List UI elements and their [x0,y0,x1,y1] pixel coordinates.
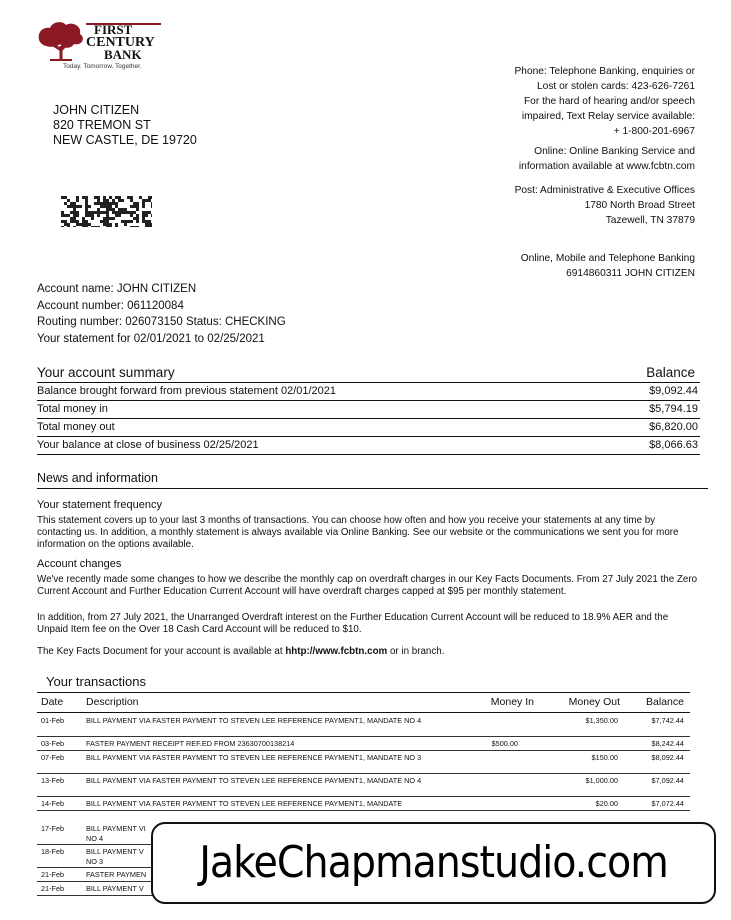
key-facts-post: or in branch. [387,646,445,657]
news-rule [37,488,708,489]
account-number: Account number: 061120084 [37,299,184,312]
contact-line: 6914860311 JOHN CITIZEN [566,268,695,279]
contact-line: 1780 North Broad Street [584,200,695,211]
postal-barcode [61,196,152,227]
contact-phone [515,64,696,139]
statement-frequency-heading: Your statement frequency [37,499,162,511]
tx-balance: $7,092.44 [651,776,684,785]
statement-frequency-text: This statement covers up to your last 3 months of transactions. You can choose how often and how you receive your statements at any time by contacting us. In addition, a monthly statement is always available via Online Banking. See our website or the communications we sent you for more information on the options available. [37,515,679,550]
tx-date: 01-Feb [41,716,65,725]
account-changes-text: We've recently made some changes to how we describe the monthly cap on overdraft charges in our Key Facts Documents. From 27 July 2021 the Zero Current Account and Further Education Current Account will have overdraft charges capped at $95 per monthly statement. [37,574,698,597]
bank-name-line2: CENTURY [86,35,155,50]
summary-value: $6,820.00 [649,421,698,433]
tx-description: BILL PAYMENT VIA FASTER PAYMENT TO STEVEN LEE REFERENCE PAYMENT1, MANDATE NO 4 [86,776,422,785]
tx-date: 03-Feb [41,739,65,748]
account-name: Account name: JOHN CITIZEN [37,283,197,295]
tx-description: BILL PAYMENT VIA FASTER PAYMENT TO STEVEN LEE REFERENCE PAYMENT1, MANDATE [86,799,403,808]
tx-money-in: $500.00 [491,739,518,748]
statement-period: Your statement for 02/01/2021 to 02/25/2021 [37,332,265,345]
watermark-banner: JakeChapmanstudio.com [151,822,716,904]
tx-date: 21-Feb [41,884,65,893]
key-facts-pre: The Key Facts Document for your account is available at [37,646,286,657]
bank-tagline: Today. Tomorrow. Together. [63,63,142,70]
table-top-rule [37,692,690,693]
tx-description-line: BILL PAYMENT V [86,847,144,856]
tx-date: 07-Feb [41,753,65,762]
summary-balance-header: Balance [646,365,695,380]
tx-description: BILL PAYMENT V [86,884,144,893]
tree-icon [36,20,86,62]
summary-row [37,437,700,455]
tx-description: BILL PAYMENT VIA FASTER PAYMENT TO STEVEN LEE REFERENCE PAYMENT1, MANDATE NO 4 [86,716,422,725]
news-title: News and information [37,471,158,485]
contact-line: Online: Online Banking Service and [534,146,695,157]
tx-money-out: $1,350.00 [585,716,618,725]
account-changes-heading: Account changes [37,558,122,570]
summary-row [37,419,700,437]
summary-label: Your balance at close of business 02/25/2021 [37,439,259,451]
summary-label: Total money in [37,403,108,415]
contact-post [515,183,695,228]
tx-balance: $8,242.44 [651,739,684,748]
contact-line: + 1-800-201-6967 [613,126,695,137]
customer-address [53,103,197,148]
tx-date: 18-Feb [41,847,65,856]
col-money-out: Money Out [568,696,620,708]
contact-line: Lost or stolen cards: 423-626-7261 [536,81,695,92]
table-row [37,774,690,797]
tx-money-out: $20.00 [595,799,618,808]
bank-logo [36,20,166,70]
summary-title: Your account summary [37,365,175,380]
tx-date: 21-Feb [41,870,65,879]
tx-date: 14-Feb [41,799,65,808]
transactions-title: Your transactions [46,674,146,689]
tx-money-out: $1,000.00 [585,776,618,785]
account-info [37,281,286,347]
summary-value: $9,092.44 [649,385,698,397]
contact-line: Tazewell, TN 37879 [605,215,695,226]
tx-balance: $7,072.44 [651,799,684,808]
tx-description: BILL PAYMENT VIA FASTER PAYMENT TO STEVEN LEE REFERENCE PAYMENT1, MANDATE NO 3 [86,753,422,762]
address-line: NEW CASTLE, DE 19720 [53,133,197,147]
col-balance: Balance [646,696,684,708]
contact-line: Post: Administrative & Executive Offices [514,185,695,196]
tx-balance: $8,092.44 [651,753,684,762]
tx-description-line: NO 3 [86,856,104,866]
col-date: Date [41,696,64,708]
key-facts-link[interactable]: hhtp://www.fcbtn.com [285,646,388,657]
contact-line: Phone: Telephone Banking, enquiries or [514,66,695,77]
contact-online [519,144,695,174]
tx-description-line: NO 4 [86,833,104,843]
contact-line: Online, Mobile and Telephone Banking [520,253,695,264]
tx-description: FASTER PAYMENT RECEIPT REF.ED FROM 23630700138214 [86,739,295,748]
tx-description-line: BILL PAYMENT VI [86,824,146,833]
table-head-rule [37,712,690,713]
table-row [37,751,690,774]
summary-row [37,401,700,419]
tx-description: FASTER PAYMEN [86,870,147,879]
tx-date: 17-Feb [41,824,65,833]
contact-line: information available at www.fcbtn.com [518,161,695,172]
summary-value: $5,794.19 [649,403,698,415]
tx-money-out: $150.00 [591,753,618,762]
summary-row [37,383,700,401]
summary-value: $8,066.63 [649,439,698,451]
contact-line: For the hard of hearing and/or speech [523,96,695,107]
address-line: JOHN CITIZEN [53,103,140,117]
tx-balance: $7,742.44 [651,716,684,725]
key-facts-text [37,646,700,658]
bank-name-line3: BANK [104,47,142,62]
tx-date: 13-Feb [41,776,65,785]
bank-name-line1: FIRST [94,22,133,37]
col-money-in: Money In [490,696,534,708]
table-row [37,737,690,751]
contact-line: impaired, Text Relay service available: [521,111,695,122]
table-row [37,797,690,811]
col-description: Description [86,696,139,708]
account-changes-text-2: In addition, from 27 July 2021, the Unarranged Overdraft interest on the Further Education Current Account will be reduced to 18.9% AER and the Unpaid Item fee on the Over 18 Cash Card Account will be reduced to $10. [37,612,669,635]
table-row [37,714,690,737]
contact-banking [521,251,695,281]
address-line: 820 TREMON ST [53,118,151,132]
routing-number: Routing number: 026073150 Status: CHECKING [37,316,286,328]
summary-label: Total money out [37,421,115,433]
summary-label: Balance brought forward from previous statement 02/01/2021 [37,385,337,397]
